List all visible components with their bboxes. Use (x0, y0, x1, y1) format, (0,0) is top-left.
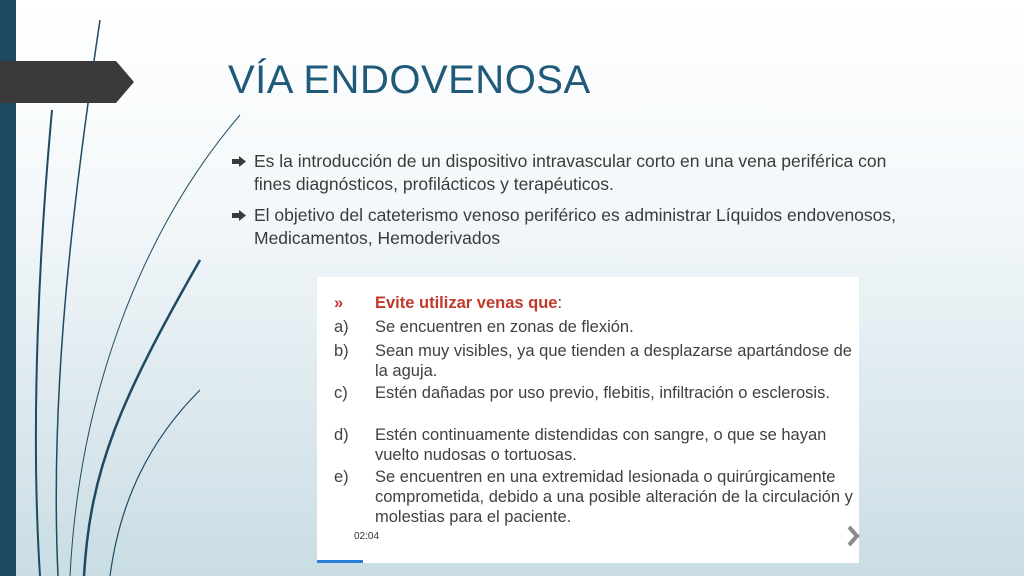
item-text: Se encuentren en una extremidad lesionada o quirúrgicamente comprometida, debido a una posible alteración de la circulación y molestias para el paciente. (375, 468, 853, 526)
arrow-bullet-icon (232, 210, 246, 221)
item-marker: d) (334, 426, 349, 444)
item-text: Estén continuamente distendidas con sangre, o que se hayan vuelto nudosas o tortuosas. (375, 426, 827, 464)
bullet-text: El objetivo del cateterismo venoso periférico es administrar Líquidos endovenosos, Medicamentos, Hemoderivados (254, 205, 897, 248)
item-marker: a) (334, 318, 349, 336)
image-heading (375, 293, 855, 313)
item-text: Se encuentren en zonas de flexión. (375, 318, 634, 336)
image-heading-text: Evite utilizar venas que (375, 294, 558, 312)
video-timer: 02:04 (354, 531, 380, 542)
progress-indicator (317, 560, 363, 563)
item-marker: e) (334, 468, 349, 486)
bullet-text: Es la introducción de un dispositivo intravascular corto en una vena periférica con fines diagnósticos, profilácticos y terapéuticos. (254, 151, 887, 194)
item-marker: b) (334, 342, 349, 360)
item-text: Estén dañadas por uso previo, flebitis, infiltración o esclerosis. (375, 384, 830, 402)
item-text: Sean muy visibles, ya que tienden a desplazarse apartándose de la aguja. (375, 342, 852, 380)
bullet-item (232, 204, 912, 250)
heading-marker: » (334, 294, 344, 312)
chevron-right-icon[interactable] (846, 524, 860, 548)
bullet-item (232, 150, 912, 196)
slide-title: VÍA ENDOVENOSA (228, 58, 591, 102)
item-marker: c) (334, 384, 348, 402)
embedded-content-image (317, 277, 859, 563)
bullet-list (232, 150, 912, 258)
image-heading-colon: : (557, 294, 563, 312)
title-tab-shape (0, 61, 134, 103)
arrow-bullet-icon (232, 156, 246, 167)
